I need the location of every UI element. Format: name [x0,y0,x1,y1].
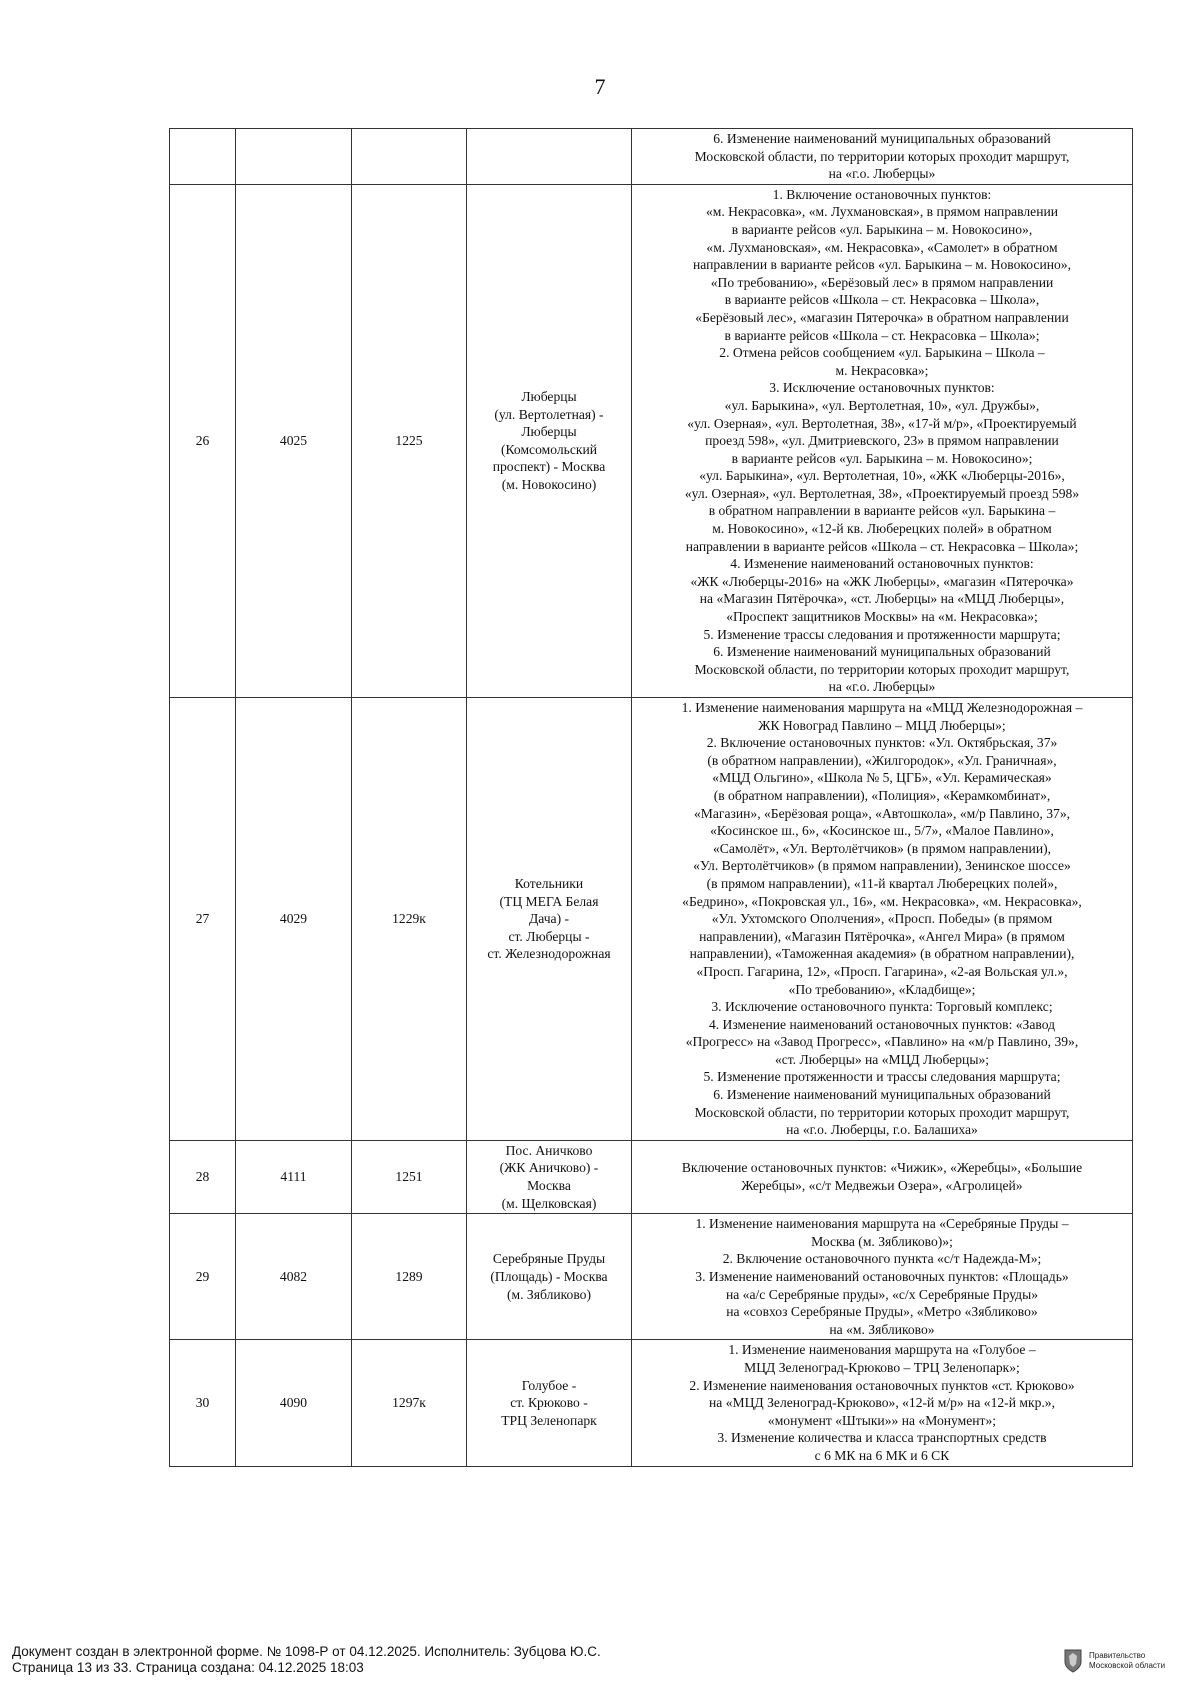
changes-line: «м. Лухмановская», «м. Некрасовка», «Самолет» в обратном [706,239,1058,255]
changes-line: «ул. Озерная», «ул. Вертолетная, 38», «17-й м/р», «Проектируемый [687,415,1077,431]
route-code-cell: 1251 [352,1140,467,1213]
changes-line: «ул. Барыкина», «ул. Вертолетная, 10», «ул. Дружбы», [724,397,1040,413]
route-name-line: (м. Новокосино) [501,477,597,493]
changes-line: на «совхоз Серебряные Пруды», «Метро «Зябликово» [726,1304,1038,1320]
changes-line: на «г.о. Люберцы, г.о. Балашиха» [786,1122,978,1138]
route-name-line: ст. Крюково - [510,1395,588,1411]
table-row [170,698,1133,1141]
changes-line: «По требованию», «Берёзовый лес» в прямом направлении [710,274,1054,290]
changes-line: «Косинское ш., 6», «Косинское ш., 5/7», «Малое Павлино», [710,823,1054,839]
route-name-line: (м. Щелковская) [501,1195,597,1211]
registry-number-cell: 4025 [236,184,352,697]
changes-line: 6. Изменение наименований муниципальных образований [713,1087,1051,1103]
changes-line: «Проспект защитников Москвы» на «м. Некрасовка»; [726,609,1038,625]
changes-line: «Ул. Ухтомского Ополчения», «Просп. Победы» (в прямом [711,911,1053,927]
table-row [170,1340,1133,1466]
changes-line: 3. Изменение количества и класса транспортных средств [717,1430,1047,1446]
page-number: 7 [594,74,606,99]
route-name-line: (Площадь) - Москва [490,1269,608,1284]
route-name-line: проспект) - Москва [492,459,606,475]
changes-line: м. Некрасовка»; [835,362,929,378]
changes-line: в варианте рейсов «Школа – ст. Некрасовка – Школа», [724,292,1040,308]
changes-line: «ЖК «Люберцы-2016» на «ЖК Люберцы», «магазин «Пятерочка» [690,573,1074,589]
routes-table [169,128,1133,1467]
changes-line: «ул. Барыкина», «ул. Вертолетная, 10», «ЖК «Люберцы-2016», [699,468,1065,484]
route-name-line: (ЖК Аничково) - [499,1160,599,1176]
table-row [170,1140,1133,1213]
changes-cell [632,184,1133,697]
changes-line: 1. Изменение наименования маршрута на «Серебряные Пруды – [695,1216,1069,1232]
table-row [170,129,1133,185]
changes-line: 3. Исключение остановочного пункта: Торговый комплекс; [711,999,1053,1015]
route-name-line: ст. Железнодорожная [487,946,611,962]
route-name-cell [467,1340,632,1466]
row-number-cell: 29 [170,1214,236,1340]
changes-cell [632,129,1133,185]
changes-line: (в прямом направлении), «11-й квартал Люберецких полей», [706,875,1058,891]
changes-line: «монумент «Штыки»» на «Монумент»; [767,1412,997,1428]
changes-line: м. Новокосино», «12-й кв. Люберецких полей» в обратном [712,521,1052,537]
gov-logo [1063,1648,1165,1674]
route-name-cell [467,184,632,697]
route-name-cell [467,1140,632,1213]
row-number-cell: 30 [170,1340,236,1466]
registry-number-cell: 4111 [236,1140,352,1213]
changes-line: на «а/с Серебряные пруды», «с/х Серебряные Пруды» [725,1286,1039,1302]
coat-of-arms-icon [1063,1648,1083,1674]
changes-line: 1. Изменение наименования маршрута на «Голубое – [728,1342,1036,1358]
changes-line: Московской области, по территории которых проходит маршрут, [694,1104,1070,1120]
changes-line: в варианте рейсов «ул. Барыкина – м. Новокосино»; [731,450,1033,466]
document-footer [12,1644,601,1676]
changes-line: «ул. Озерная», «ул. Вертолетная, 38», «Проектируемый проезд 598» [684,485,1080,501]
registry-number-cell [236,129,352,185]
route-code-cell: 1297к [352,1340,467,1466]
changes-line: Московской области, по территории которых проходит маршрут, [694,148,1070,164]
changes-line: Жеребцы», «с/т Медвежьи Озера», «Агролицей» [741,1178,1023,1194]
changes-line: (в обратном направлении), «Жилгородок», «Ул. Граничная», [707,752,1057,768]
changes-line: ЖК Новоград Павлино – МЦД Люберцы»; [758,717,1006,733]
changes-cell [632,698,1133,1141]
route-code-cell: 1289 [352,1214,467,1340]
changes-line: «Магазин», «Берёзовая роща», «Автошкола», «м/р Павлино, 37», [693,805,1071,821]
changes-line: «Ул. Вертолётчиков» (в прямом направлении), Зенинское шоссе» [693,858,1071,874]
route-name-cell [467,1214,632,1340]
route-name-line: ст. Люберцы - [508,928,590,944]
changes-line: «Прогресс» на «Завод Прогресс», «Павлино» на «м/р Павлино, 39», [685,1034,1079,1050]
changes-line: Московской области, по территории которых проходит маршрут, [694,661,1070,677]
changes-line: «Просп. Гагарина, 12», «Просп. Гагарина», «2-ая Вольская ул.», [696,963,1068,979]
route-name-cell [467,129,632,185]
route-code-cell [352,129,467,185]
changes-line: на «МЦД Зеленоград-Крюково», «12-й м/р» на «12-й мкр.», [709,1395,1055,1411]
gov-label-line-2: Московской области [1089,1661,1166,1670]
changes-line: «ст. Люберцы» на «МЦД Люберцы»; [774,1051,990,1067]
row-number-cell: 26 [170,184,236,697]
changes-line: 1. Включение остановочных пунктов: [772,186,992,202]
table-row [170,184,1133,697]
route-name-cell [467,698,632,1141]
changes-line: «Берёзовый лес», «магазин Пятерочка» в обратном направлении [695,309,1069,325]
changes-line: Включение остановочных пунктов: «Чижик», «Жеребцы», «Большие [681,1160,1083,1176]
route-name-line: Люберцы [521,389,577,405]
route-name-line: Серебряные Пруды [492,1251,606,1267]
changes-cell [632,1214,1133,1340]
changes-line: проезд 598», «ул. Дмитриевского, 23» в прямом направлении [705,433,1059,449]
changes-line: 3. Исключение остановочных пунктов: [769,380,995,396]
route-name-line: Пос. Аничково [505,1142,593,1158]
changes-line: (в обратном направлении), «Полиция», «Керамкомбинат», [713,787,1051,803]
changes-line: на «Магазин Пятёрочка», «ст. Люберцы» на «МЦД Люберцы», [699,591,1065,607]
changes-line: МЦД Зеленоград-Крюково – ТРЦ Зеленопарк»; [744,1359,1020,1375]
changes-line: 2. Включение остановочного пункта «с/т Надежда-М»; [722,1251,1042,1267]
changes-line: «МЦД Ольгино», «Школа № 5, ЦГБ», «Ул. Керамическая» [712,770,1052,786]
changes-line: 2. Включение остановочных пунктов: «Ул. Октябрьская, 37» [706,735,1058,751]
row-number-cell: 28 [170,1140,236,1213]
route-name-line: (Комсомольский [500,441,598,457]
changes-line: 6. Изменение наименований муниципальных образований [713,131,1051,146]
footer-line-2: Страница 13 из 33. Страница создана: 04.12.2025 18:03 [12,1660,364,1675]
table-row [170,1214,1133,1340]
changes-line: 2. Изменение наименования остановочных пунктов «ст. Крюково» [689,1377,1075,1393]
changes-line: направлении в варианте рейсов «ул. Барыкина – м. Новокосино», [693,257,1071,273]
changes-line: направлении), «Магазин Пятёрочка», «Ангел Мира» (в прямом [699,928,1065,944]
changes-line: с 6 МК на 6 МК и 6 СК [814,1447,950,1463]
changes-line: направлении в варианте рейсов «Школа – ст. Некрасовка – Школа»; [685,538,1079,554]
changes-line: на «м. Зябликово» [829,1321,935,1337]
changes-line: «Бедрино», «Покровская ул., 16», «м. Некрасовка», «м. Некрасовка», [682,893,1082,909]
route-name-line: Голубое - [521,1377,577,1393]
route-name-line: (м. Зябликово) [507,1286,591,1302]
route-name-line: ТРЦ Зеленопарк [501,1412,597,1428]
changes-line: 3. Изменение наименований остановочных пунктов: «Площадь» [695,1269,1069,1284]
changes-line: в варианте рейсов «Школа – ст. Некрасовка – Школа»; [724,327,1040,343]
route-code-cell: 1229к [352,698,467,1141]
registry-number-cell: 4090 [236,1340,352,1466]
route-name-line: Люберцы [521,424,577,440]
changes-line: 4. Изменение наименований остановочных пунктов: «Завод [708,1016,1056,1032]
changes-line: 5. Изменение трассы следования и протяженности маршрута; [703,626,1061,642]
changes-line: «м. Некрасовка», «м. Лухмановская», в прямом направлении [705,204,1059,220]
changes-cell [632,1140,1133,1213]
route-name-line: Котельники [514,875,584,891]
changes-line: «По требованию», «Кладбище»; [788,981,976,997]
route-code-cell: 1225 [352,184,467,697]
footer-line-1: Документ создан в электронной форме. № 1098-Р от 04.12.2025. Исполнитель: Зубцова Ю.С. [12,1644,601,1659]
row-number-cell: 27 [170,698,236,1141]
registry-number-cell: 4082 [236,1214,352,1340]
changes-line: на «г.о. Люберцы» [828,679,936,695]
changes-line: в варианте рейсов «ул. Барыкина – м. Новокосино», [731,221,1033,237]
changes-line: 6. Изменение наименований муниципальных образований [713,644,1051,660]
changes-line: 4. Изменение наименований остановочных пунктов: [730,556,1034,572]
changes-line: 5. Изменение протяженности и трассы следования маршрута; [703,1069,1061,1085]
changes-line: 2. Отмена рейсов сообщением «ул. Барыкина – Школа – [719,345,1045,361]
route-name-line: Москва [527,1178,571,1194]
registry-number-cell: 4029 [236,698,352,1141]
changes-line: «Самолёт», «Ул. Вертолётчиков» (в прямом направлении), [712,840,1052,856]
routes-table-body [170,129,1133,1467]
changes-line: Москва (м. Зябликово)»; [811,1233,953,1249]
changes-line: на «г.о. Люберцы» [828,166,936,182]
changes-line: направлении), «Таможенная академия» (в обратном направлении), [689,946,1075,962]
row-number-cell [170,129,236,185]
route-name-line: (ул. Вертолетная) - [494,406,604,422]
changes-cell [632,1340,1133,1466]
changes-line: в обратном направлении в варианте рейсов «ул. Барыкина – [708,503,1056,519]
gov-label-line-1: Правительство [1089,1651,1146,1660]
changes-line: 1. Изменение наименования маршрута на «МЦД Железнодорожная – [681,700,1083,715]
gov-label [1089,1651,1165,1671]
route-name-line: (ТЦ МЕГА Белая [499,893,599,909]
route-name-line: Дача) - [528,911,570,927]
